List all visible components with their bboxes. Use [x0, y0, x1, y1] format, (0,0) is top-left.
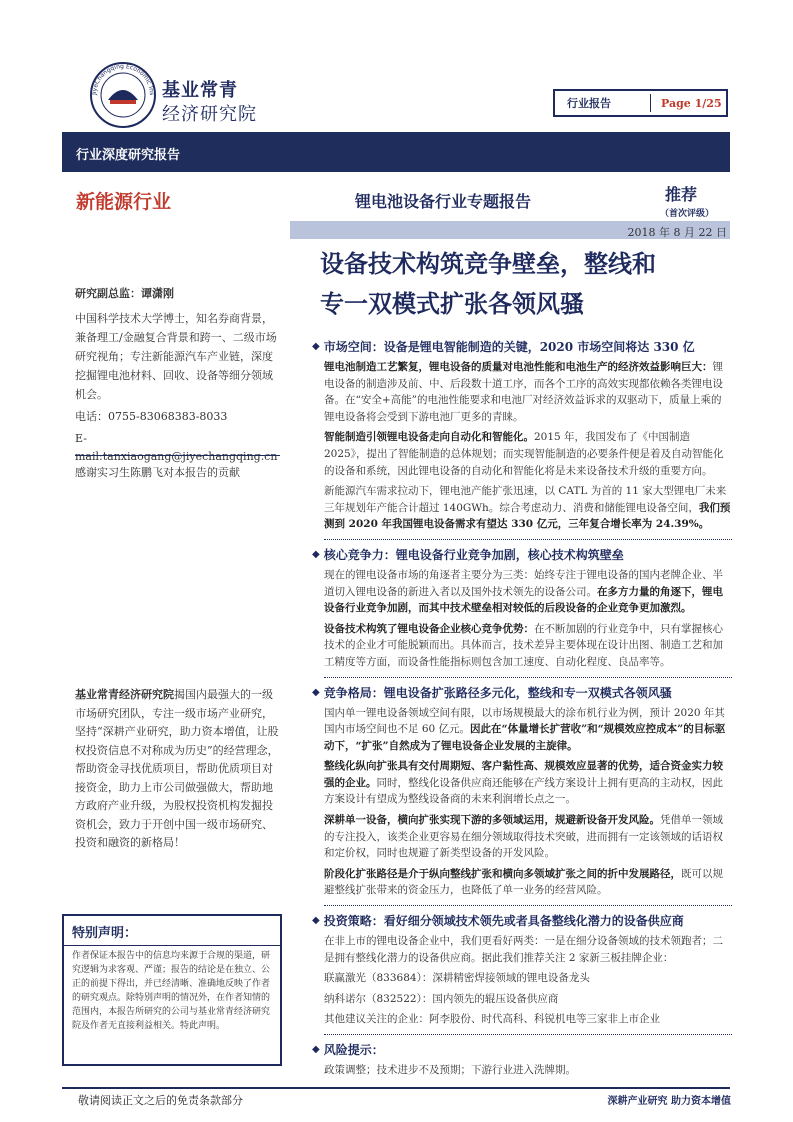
bullet-diamond-icon: ◆: [312, 686, 320, 698]
report-type-label: 行业报告: [567, 97, 611, 110]
pattern-p1-text: 国内单一锂电设备领域空间有限，以市场规模最大的涂布机行业为例，预计 2020 年其国内市场空间也不足 60 亿元。: [324, 706, 725, 736]
market-p2-text: 2015 年，我国发布了《中国制造2025》，提出了智能制造的总体规划；而实现智能制造的必要条件便是着及自动智能化的设备和系统，因此锂电设备的自动化和智能化将是未来设备技术升级的重要方向。: [324, 431, 724, 477]
logo-arc-text: JiyeChangqing Economic Ins: [90, 62, 156, 96]
section-divider: [324, 905, 732, 906]
pattern-p3-text: 凭借单一领域的专注投入，该类企业更容易在细分领域取得技术突破，进而拥有一定该领域的话语权和定价权，同时也规避了新类型设备的开发风险。: [324, 814, 723, 860]
pattern-p3-bold: 深耕单一设备，横向扩张实现下游的多领域运用，规避新设备开发风险。: [324, 814, 660, 827]
page-indicator-box: [553, 89, 728, 117]
logo-name-line2: 经济研究院: [162, 104, 257, 125]
pattern-p1-bold: 因此在“体量增长扩营收”和“规模效应控成本”的目标驱动下，“扩张”自然成为了锂电设备企业发展的主旋律。: [324, 723, 726, 752]
institute-logo-emblem: [88, 60, 158, 130]
bullet-diamond-icon: ◆: [312, 1044, 320, 1055]
section-market-heading: [312, 338, 732, 355]
competition-p1-bold: 在多方力量的角逐下，锂电设备行业竞争加剧，而其中技术壁垒相对较低的后段设备的企业竞争更加激烈。: [324, 585, 723, 615]
competition-p2-bold: 设备技术构筑了锂电设备企业核心竞争优势：: [324, 622, 534, 635]
section-strategy-title: 投资策略：看好细分领域技术领先或者具备整线化潜力的设备供应商: [323, 914, 684, 929]
footer-slogan: 深耕产业研究 助力资本增值: [607, 1096, 731, 1107]
pattern-paragraph-2: [312, 758, 732, 808]
industry-label: 新能源行业: [76, 191, 172, 213]
institute-desc: 揭国内最强大的一级市场研究团队，专注一级市场产业研究，坚持“深耕产业研究，助力资本增值，让股权投资信息不对称成为历史”的经营理念，帮助资金寻找优质项目，帮助优质项目对接资金，助力上市公司做强做大，帮助地方政府产业升级，为股权投资机构发掘投资机会，致力于开创中国一级市场研究、投资和融资的新格局！: [75, 688, 279, 849]
headline-line1: 设备技术构筑竞争壁垒，整线和: [320, 249, 656, 278]
pattern-p4-text: 既可以规避整线扩张带来的资金压力，也降低了单一业务的经营风险。: [324, 867, 723, 897]
section-competition-heading: [312, 546, 732, 563]
market-p3-bold: 我们预测到 2020 年我国锂电设备需求有望达 330 亿元，三年复合增长率为 24.39%。: [324, 501, 731, 531]
market-p2-bold: 智能制造引领锂电设备走向自动化和智能化。: [324, 431, 534, 444]
market-paragraph-1: [312, 359, 732, 425]
headline-line2: 专一双模式扩张各领风骚: [320, 289, 584, 318]
section-strategy-heading: [312, 912, 732, 929]
institute-name: 基业常青经济研究院: [75, 688, 174, 701]
pattern-p4-bold: 阶段化扩张路径是介于纵向整线扩张和横向多领域扩张之间的折中发展路径，: [324, 867, 681, 880]
pattern-p2-bold: 整线化纵向扩张具有交付周期短、客户黏性高、规模效应显著的优势，适合资金实力较强的企业。: [324, 760, 723, 789]
market-p3-text: 新能源汽车需求拉动下，锂电池产能扩张迅速，以 CATL 为首的 11 家大型锂电厂未来三年规划年产能合计超过 140GWh。综合考虑动力、消费和储能锂电设备空间，: [324, 485, 727, 514]
risk-paragraph: 政策调整；技术进步不及预期；下游行业进入洗牌期。: [324, 1064, 576, 1076]
competition-p2-text: 在不断加剧的行业竞争中，只有掌握核心技术的企业才可能脱颖而出。具体而言，技术差异主要体现在设计出图、制造工艺和加工精度等方面，而设备性能指标则包含加工速度、自动化程度、良品率等。: [324, 622, 723, 668]
competition-p1-text: 现在的锂电设备市场的角逐者主要分为三类：始终专注于锂电设备的国内老牌企业、半道切入锂电设备的新进入者以及国外技术领先的设备公司。: [324, 568, 723, 598]
analyst-info: [75, 285, 280, 466]
notice-title: 特别声明：: [64, 916, 280, 946]
market-paragraph-3: [312, 483, 732, 533]
footer-disclaimer-note: 敬请阅读正文之后的免责条款部分: [78, 1094, 243, 1107]
report-date: 2018 年 8 月 22 日: [627, 226, 727, 239]
section-risk-heading: [312, 1041, 732, 1058]
section-divider: [324, 1034, 732, 1035]
page-headline: [320, 244, 730, 324]
market-paragraph-2: [312, 429, 732, 479]
strategy-paragraph-3: 纳科诺尔（832522）：国内领先的辊压设备供应商: [324, 992, 559, 1005]
rating-note: （首次评级）: [660, 209, 715, 219]
bullet-diamond-icon: ◆: [312, 341, 320, 352]
pattern-paragraph-3: [312, 812, 732, 862]
section-divider: [324, 677, 732, 678]
section-pattern-title: 竞争格局：锂电设备扩张路径多元化，整线和专一双模式各领风骚: [323, 685, 672, 700]
footer-rule: [62, 1087, 730, 1089]
bullet-diamond-icon: ◆: [312, 915, 320, 927]
special-notice-box: [62, 914, 282, 1066]
pattern-paragraph-1: [312, 705, 732, 755]
section-risk-title: 风险提示：: [323, 1043, 384, 1057]
page-number: Page 1/25: [661, 96, 722, 110]
section-divider: [324, 539, 732, 540]
strategy-paragraph-4: 其他建议关注的企业：阿李股份、时代高科、科锐机电等三家非上市企业: [324, 1013, 660, 1026]
strategy-paragraph-2: 联赢激光（833684）：深耕精密焊接领域的锂电设备龙头: [324, 972, 590, 985]
section-pattern-heading: [312, 684, 732, 701]
thanks-note: [75, 455, 280, 482]
market-p1-text: 锂电设备的制造涉及前、中、后段数十道工序，而各个工序的高效实现都依赖各类锂电设备。在“安全+高能”的电池性能要求和电池厂对经济效益诉求的双驱动下，质量上乘的锂电设备将会受到下游电池厂更多的青睐。: [324, 361, 723, 423]
strategy-paragraph-1: 在非上市的锂电设备企业中，我们更看好两类：一是在细分设备领域的技术领跑者；二是拥有整线化潜力的设备供应商。据此我们推荐关注 2 家新三板挂牌企业：: [324, 935, 723, 964]
competition-paragraph-1: [312, 567, 732, 617]
analyst-email: E-mail:tanxiaogang@jiyechangqing.cn: [75, 432, 278, 463]
logo-name-line1: 基业常青: [162, 80, 238, 101]
pattern-paragraph-4: [312, 866, 732, 899]
analyst-phone: 电话：0755-83068383-8033: [75, 410, 228, 423]
summary-content: [312, 338, 732, 1083]
header-banner: [62, 132, 730, 172]
competition-paragraph-2: [312, 621, 732, 671]
report-title: 锂电池设备行业专题报告: [355, 192, 532, 211]
notice-text: 作者保证本报告中的信息均来源于合规的渠道，研究逻辑为求客观、严谨；报告的结论是在独立、公正的前提下得出，并已经清晰、准确地反映了作者的研究观点。除特别声明的情况外，在作者知情的范围内，本报告所研究的公司与基业常青经济研究院及作者无直接利益相关。特此声明。: [72, 951, 271, 1031]
thanks-text: 感谢实习生陈鹏飞对本报告的贡献: [75, 466, 240, 479]
market-p1-bold: 锂电池制造工艺繁复，锂电设备的质量对电池性能和电池生产的经济效益影响巨大：: [324, 361, 713, 373]
institute-intro: [75, 686, 280, 853]
section-competition-title: 核心竞争力：锂电设备行业竞争加剧，核心技术构筑壁垒: [323, 547, 624, 562]
section-market-title: 市场空间：设备是锂电智能制造的关键，2020 市场空间将达 330 亿: [323, 340, 695, 354]
banner-title: 行业深度研究报告: [76, 148, 181, 163]
pattern-p2-text: 同时，整线化设备供应商还能够在产线方案设计上拥有更高的主动权，因此方案设计有望成为整线设备商的未来利润增长点之一。: [324, 776, 723, 806]
analyst-title: 研究副总监：谭潇刚: [75, 287, 174, 300]
analyst-bio: 中国科学技术大学博士，知名券商背景，兼备理工/金融复合背景和跨一、二级市场研究视角；专注新能源汽车产业链，深度挖掘锂电池材料、回收、设备等细分领域机会。: [75, 312, 277, 401]
bullet-diamond-icon: ◆: [312, 548, 320, 560]
rating-label: 推荐: [665, 185, 698, 204]
